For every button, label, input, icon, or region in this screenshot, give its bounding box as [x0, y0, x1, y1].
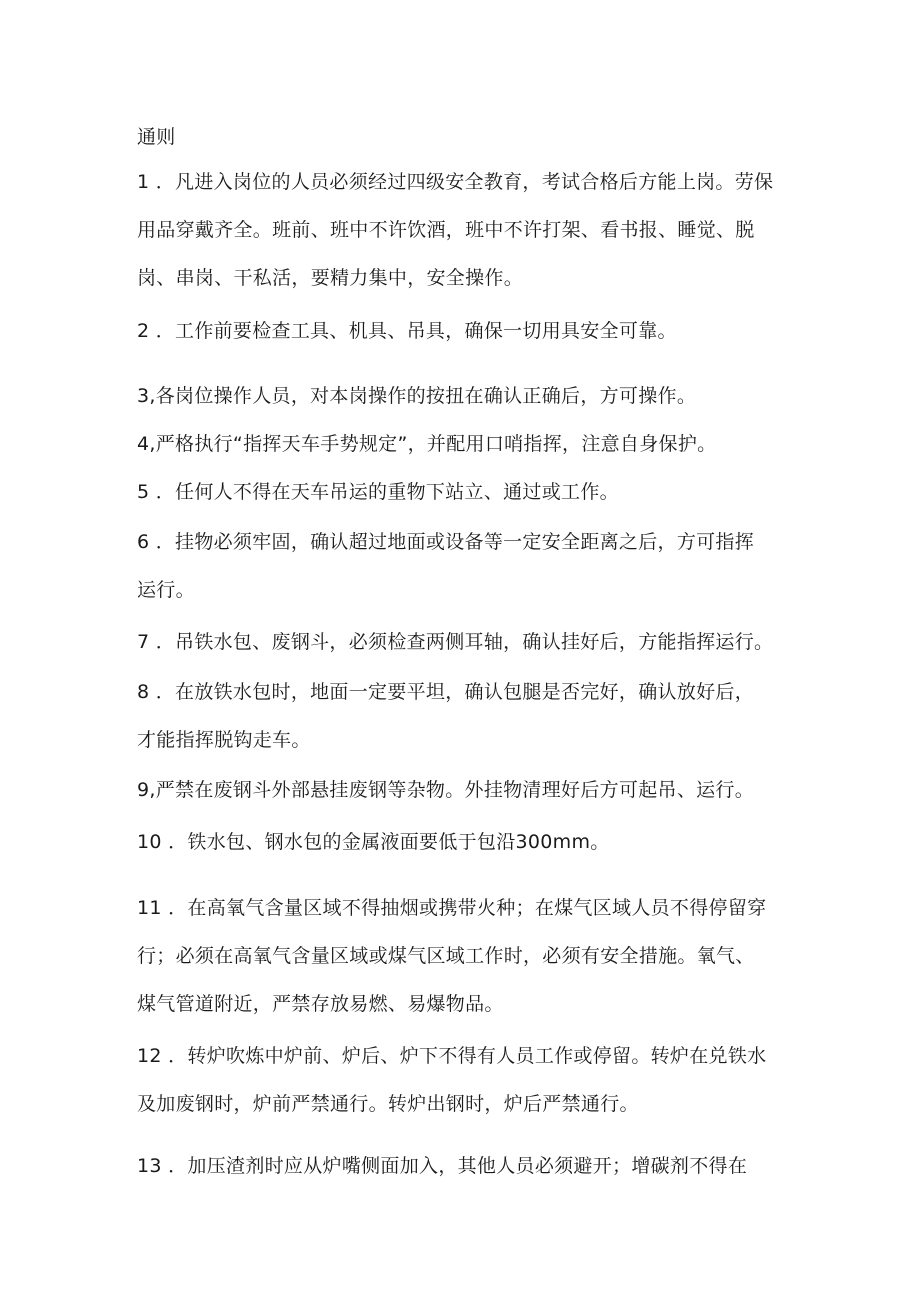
text-line: 13 ．加压渣剂时应从炉嘴侧面加入，其他人员必须避开；增碳剂不得在 [137, 1155, 748, 1177]
text-line: 岗、串岗、干私活，要精力集中，安全操作。 [137, 267, 524, 289]
text-line: 10 ．铁水包、钢水包的金属液面要低于包沿300mm。 [137, 831, 610, 853]
text-line: 及加废钢时，炉前严禁通行。转炉出钢时，炉后严禁通行。 [137, 1093, 639, 1115]
text-line: 4,严格执行“指挥天车手势规定”，并配用口哨指挥，注意自身保护。 [137, 433, 717, 455]
text-line: 9,严禁在废钢斗外部悬挂废钢等杂物。外挂物清理好后方可起吊、运行。 [137, 779, 755, 801]
text-line: 5 ．任何人不得在天车吊运的重物下站立、通过或工作。 [137, 481, 619, 503]
text-line: 运行。 [137, 579, 195, 601]
text-line: 6 ．挂物必须牢固，确认超过地面或设备等一定安全距离之后，方可指挥 [137, 531, 755, 553]
text-line: 1 ．凡进入岗位的人员必须经过四级安全教育，考试合格后方能上岗。劳保 [137, 171, 774, 193]
text-line: 7 ．吊铁水包、废钢斗，必须检查两侧耳轴，确认挂好后，方能指挥运行。 [137, 631, 774, 653]
text-line: 用品穿戴齐全。班前、班中不许饮酒，班中不许打架、看书报、睡觉、脱 [137, 219, 755, 241]
text-line: 11 ．在高氧气含量区域不得抽烟或携带火种；在煤气区域人员不得停留穿 [137, 897, 767, 919]
text-line: 煤气管道附近，严禁存放易燃、易爆物品。 [137, 993, 504, 1015]
text-line: 2 ．工作前要检查工具、机具、吊具，确保一切用具安全可靠。 [137, 320, 677, 342]
section-heading: 通则 [137, 126, 176, 148]
text-line: 才能指挥脱钩走车。 [137, 729, 311, 751]
text-line: 8 ．在放铁水包时，地面一定要平坦，确认包腿是否完好，确认放好后， [137, 681, 755, 703]
text-line: 3,各岗位操作人员，对本岗操作的按扭在确认正确后，方可操作。 [137, 385, 697, 407]
text-line: 12 ．转炉吹炼中炉前、炉后、炉下不得有人员工作或停留。转炉在兑铁水 [137, 1045, 767, 1067]
text-line: 行；必须在高氧气含量区域或煤气区域工作时，必须有安全措施。氧气、 [137, 945, 755, 967]
